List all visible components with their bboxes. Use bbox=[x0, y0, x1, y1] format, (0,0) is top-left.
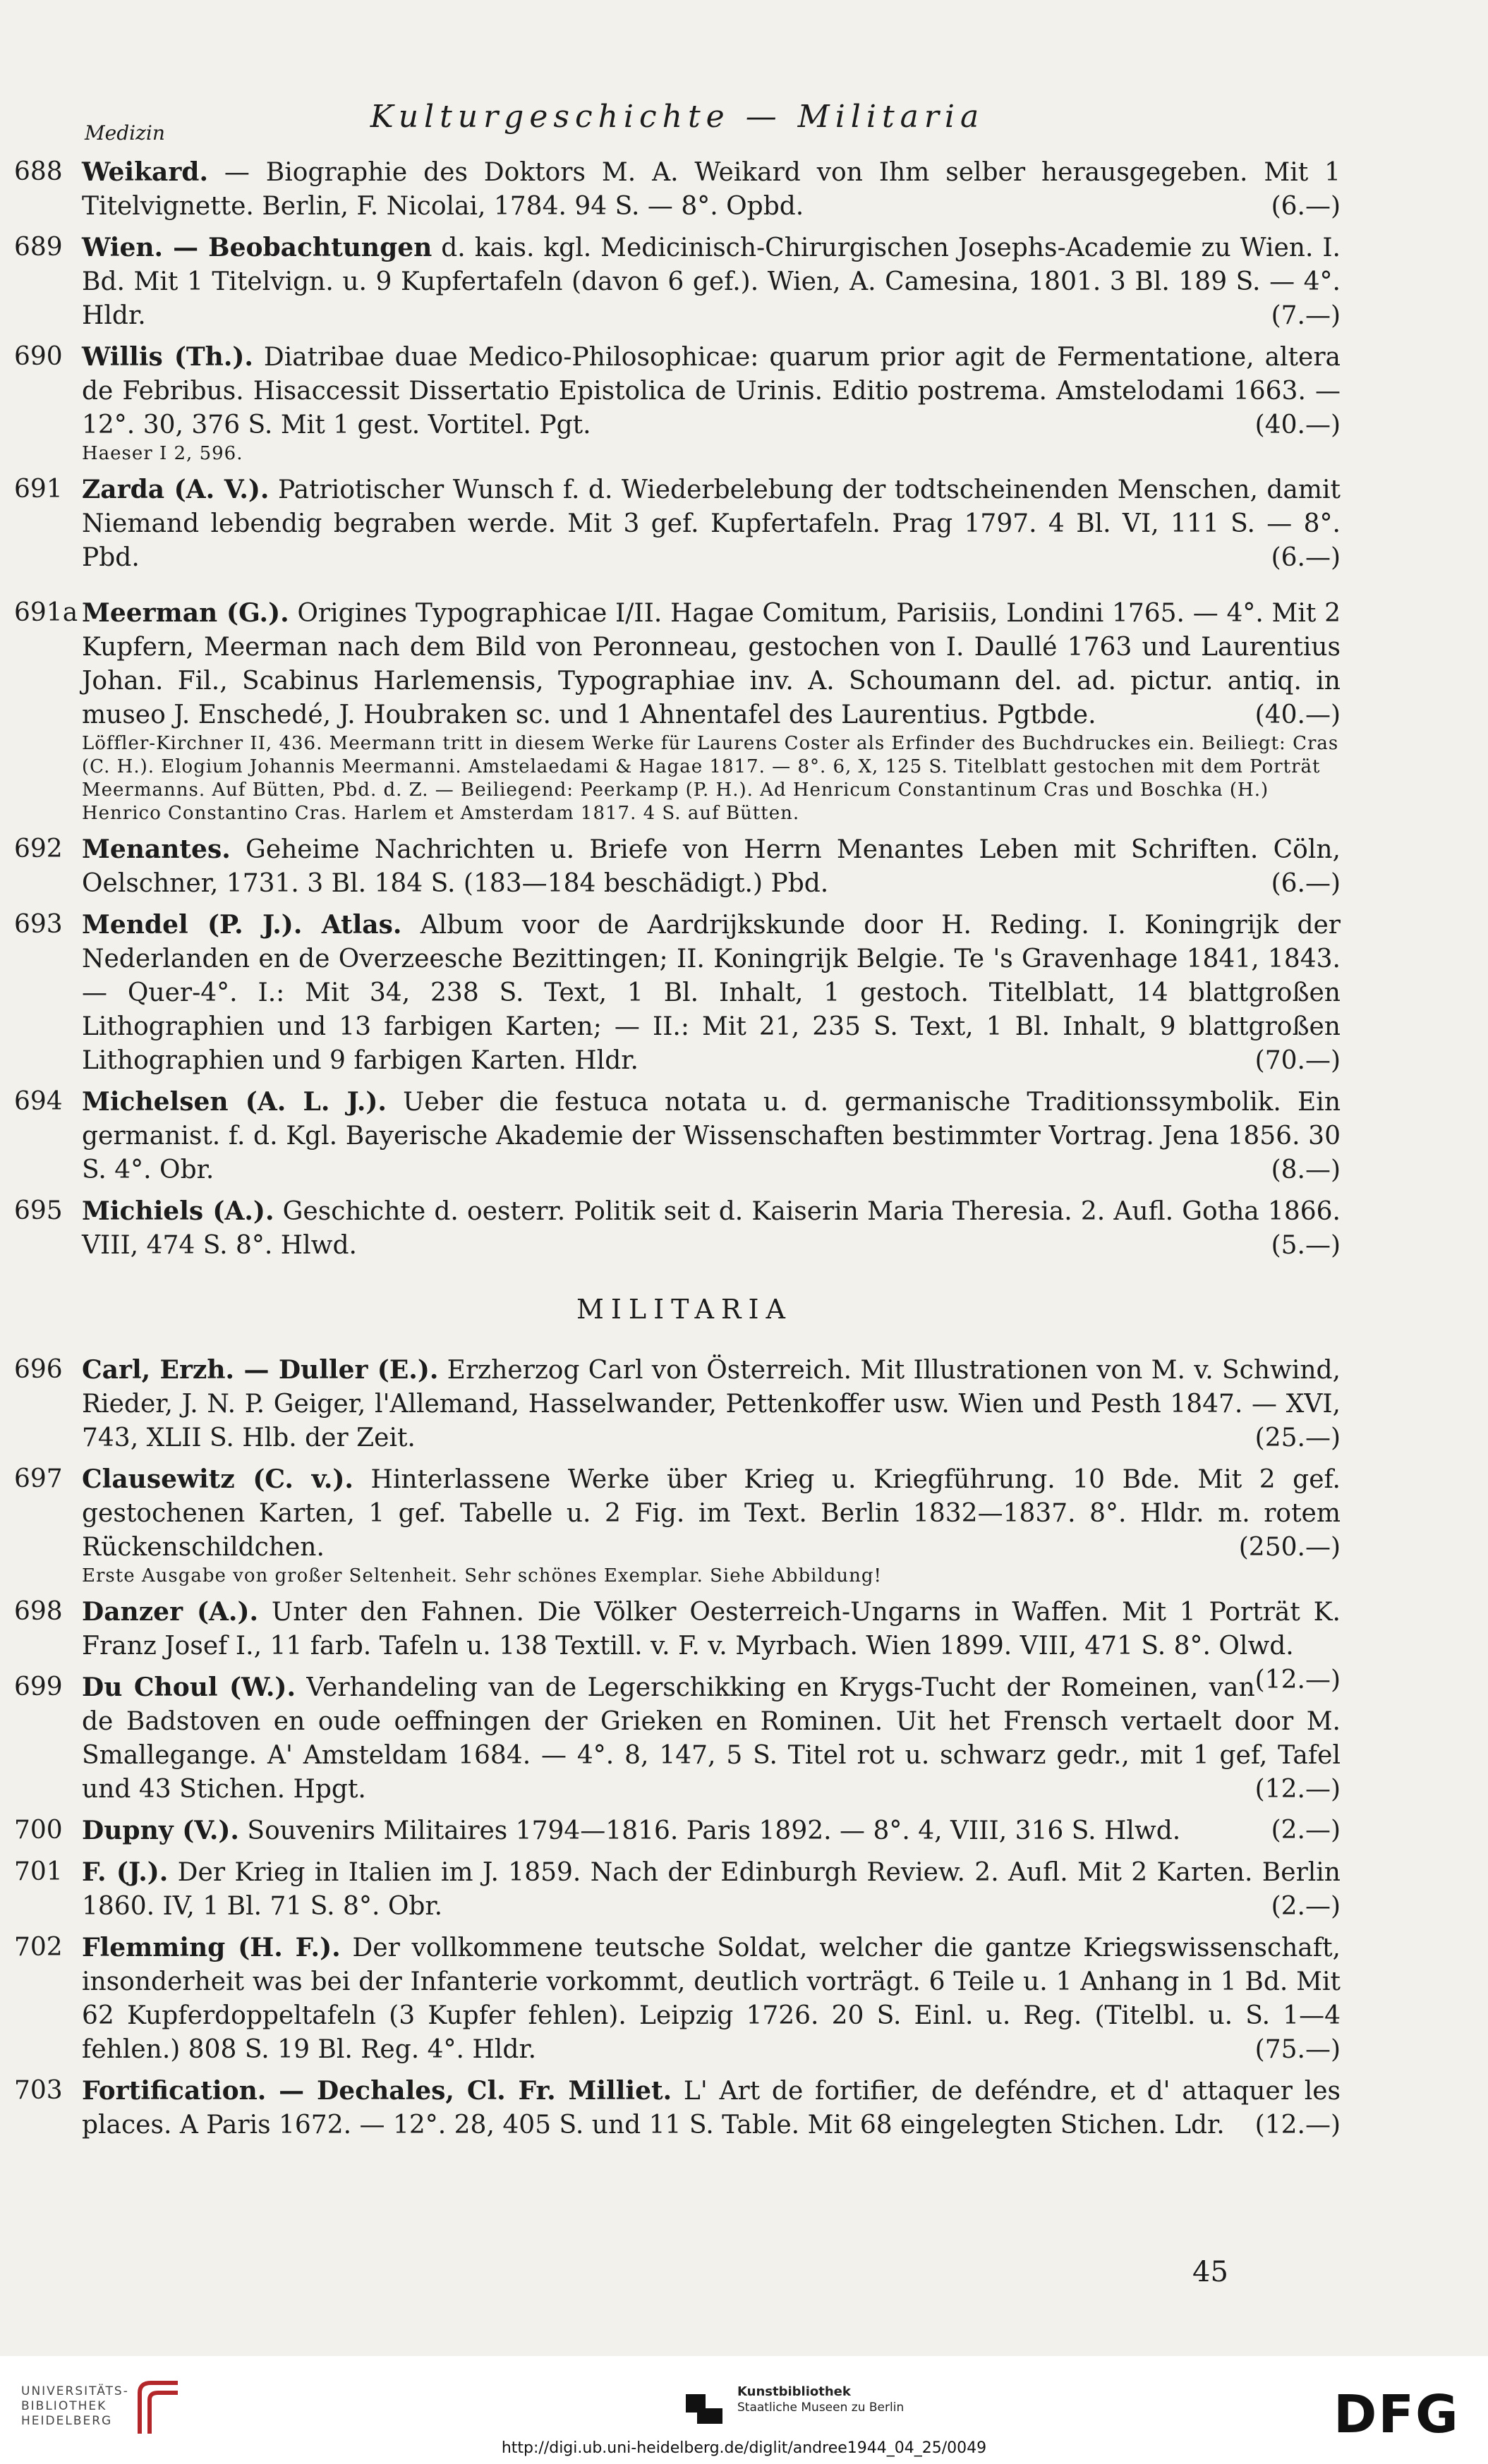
entry-price: (5.—) bbox=[1271, 1231, 1341, 1260]
spacer bbox=[14, 582, 1341, 596]
entry-text bbox=[82, 340, 1341, 442]
catalog-entry bbox=[14, 155, 1341, 224]
entry-author: Fortification. — Dechales, Cl. Fr. Milliet. bbox=[82, 2076, 672, 2106]
entry-description: Diatribae duae Medico-Philosophicae: quarum prior agit de Fermentatione, altera de Febribus. Hisaccessit Dissertatio Epistolica de Urinis. Editio postrema. Amstelodami 1663. — 12°. 30, 376 S. Mit 1 gest. Vortitel. Pgt. bbox=[82, 343, 1341, 439]
entry-text bbox=[82, 473, 1341, 575]
catalog-entry bbox=[14, 1353, 1341, 1455]
entry-description: Der vollkommene teutsche Soldat, welcher die gantze Kriegswissenschaft, insonderheit was bei der Infanterie vorkommt, deutlich vorträgt. 6 Teile u. 1 Anhang in 1 Bd. Mit 62 Kupferdoppeltafeln (3 Kupfer fehlen). Leipzig 1726. 20 S. Einl. u. Reg. (Titelbl. u. S. 1—4 fehlen.) 808 S. 19 Bl. Reg. 4°. Hldr. bbox=[82, 1934, 1341, 2064]
catalog-entry bbox=[14, 832, 1341, 901]
permalink-url[interactable]: http://digi.ub.uni-heidelberg.de/diglit/andree1944_04_25/0049 bbox=[501, 2439, 987, 2457]
entry-price: (8.—) bbox=[1271, 1155, 1341, 1184]
ub-heidelberg-logo bbox=[21, 2384, 129, 2429]
entry-author: Wien. — Beobachtungen bbox=[82, 233, 433, 262]
ub-line-1: UNIVERSITÄTS- bbox=[21, 2384, 129, 2398]
entry-text bbox=[82, 1462, 1341, 1565]
entry-number: 694 bbox=[14, 1087, 63, 1116]
entry-author: Du Choul (W.). bbox=[82, 1673, 296, 1702]
entry-price: (250.—) bbox=[1238, 1533, 1341, 1562]
catalog-entry bbox=[14, 473, 1341, 575]
entry-number: 702 bbox=[14, 1933, 63, 1962]
entry-text bbox=[82, 1814, 1341, 1848]
entry-price: (75.—) bbox=[1254, 2035, 1341, 2064]
entry-price: (6.—) bbox=[1271, 192, 1341, 221]
entry-author: Willis (Th.). bbox=[82, 342, 253, 372]
entry-description: L' Art de fortifier, de deféndre, et d' attaquer les places. A Paris 1672. — 12°. 28, 405 S. und 11 S. Table. Mit 68 eingelegten Stichen. Ldr. bbox=[82, 2077, 1341, 2140]
entry-number: 692 bbox=[14, 835, 63, 863]
entry-price: (25.—) bbox=[1254, 1424, 1341, 1452]
entry-number: 697 bbox=[14, 1464, 63, 1493]
entry-price: (7.—) bbox=[1271, 301, 1341, 330]
entry-text bbox=[82, 832, 1341, 901]
entry-price: (40.—) bbox=[1254, 700, 1341, 729]
ub-line-3: HEIDELBERG bbox=[21, 2414, 113, 2428]
catalog-entry bbox=[14, 1814, 1341, 1848]
entry-number: 700 bbox=[14, 1816, 63, 1845]
entry-description: Geheime Nachrichten u. Briefe von Herrn Menantes Leben mit Schriften. Cöln, Oelschner, 1731. 3 Bl. 184 S. (183—184 beschädigt.) Pbd. bbox=[82, 835, 1341, 898]
entry-text bbox=[82, 1353, 1341, 1455]
entry-number: 695 bbox=[14, 1196, 63, 1225]
entry-author: Zarda (A. V.). bbox=[82, 475, 270, 504]
entry-number: 701 bbox=[14, 1857, 63, 1886]
section-heading-militaria: MILITARIA bbox=[576, 1294, 792, 1325]
entry-description: Unter den Fahnen. Die Völker Oesterreich-Ungarns in Waffen. Mit 1 Porträt K. Franz Josef I., 11 farb. Tafeln u. 138 Textill. v. F. v. Myrbach. Wien 1899. VIII, 471 S. 8°. Olwd. bbox=[82, 1598, 1341, 1661]
entry-author: Michelsen (A. L. J.). bbox=[82, 1087, 387, 1117]
entry-number: 691a bbox=[14, 598, 78, 627]
catalog-entry bbox=[14, 1931, 1341, 2067]
entry-description: Album voor de Aardrijkskunde door H. Reding. I. Koningrijk der Nederlanden en de Overzeesche Bezittingen; II. Koningrijk Belgie. Te 's Gravenhage 1841, 1843. — Quer-4°. I.: Mit 34, 238 S. Text, 1 Bl. Inhalt, 1 gestoch. Titelblatt, 14 blattgroßen Lithographien und 13 farbigen Karten; — II.: Mit 21, 235 S. Text, 1 Bl. Inhalt, 9 blattgroßen Lithographien und 9 farbigen Karten. Hldr. bbox=[82, 911, 1341, 1075]
running-head-title: Kulturgeschichte — Militaria bbox=[370, 99, 985, 135]
entry-description: Geschichte d. oesterr. Politik seit d. Kaiserin Maria Theresia. 2. Aufl. Gotha 1866. VIII, 474 S. 8°. Hlwd. bbox=[82, 1197, 1341, 1260]
entry-price: (12.—) bbox=[1254, 1775, 1341, 1804]
catalog-entry bbox=[14, 1462, 1341, 1588]
entry-number: 689 bbox=[14, 233, 63, 262]
entry-price: (6.—) bbox=[1271, 543, 1341, 572]
entry-description: Souvenirs Militaires 1794—1816. Paris 1892. — 8°. 4, VIII, 316 S. Hlwd. bbox=[238, 1816, 1181, 1845]
entry-description: Patriotischer Wunsch f. d. Wiederbelebung der todtscheinenden Menschen, damit Niemand lebendig begraben werde. Mit 3 gef. Kupfertafeln. Prag 1797. 4 Bl. VI, 111 S. — 8°. Pbd. bbox=[82, 475, 1341, 572]
kb-subtitle: Staatliche Museen zu Berlin bbox=[737, 2401, 905, 2415]
entry-number: 688 bbox=[14, 157, 63, 186]
entry-author: Carl, Erzh. — Duller (E.). bbox=[82, 1355, 439, 1385]
entry-number: 691 bbox=[14, 475, 63, 504]
entry-author: Dupny (V.). bbox=[82, 1816, 239, 1845]
entry-price: (6.—) bbox=[1271, 869, 1341, 898]
entry-note: Löffler-Kirchner II, 436. Meermann tritt in diesem Werke für Laurens Coster als Erfinder des Buchdruckes ein. Beiliegt: Cras (C. H.). Elogium Johannis Meermanni. Amstelaedami & Hagae 1817. — 8°. 6, X, 125 S. Titelblatt gestochen mit dem Porträt Meermanns. Auf Bütten, Pbd. d. Z. — Beiliegend: Peerkamp (P. H.). Ad Henricum Constantinum Cras und Boschka (H.) Henrico Constantino Cras. Harlem et Amsterdam 1817. 4 S. auf Bütten. bbox=[82, 733, 1339, 824]
entry-author: Menantes. bbox=[82, 835, 231, 864]
catalog-entry bbox=[14, 1670, 1341, 1807]
entry-number: 703 bbox=[14, 2076, 63, 2105]
kunstbibliothek-label bbox=[737, 2384, 904, 2415]
entry-price: (2.—) bbox=[1271, 1816, 1341, 1845]
entry-description: — Biographie des Doktors M. A. Weikard von Ihm selber herausgegeben. Mit 1 Titelvignette. Berlin, F. Nicolai, 1784. 94 S. — 8°. Opbd. bbox=[82, 158, 1341, 221]
page-number: 45 bbox=[1192, 2256, 1228, 2288]
entry-note: Erste Ausgabe von großer Seltenheit. Sehr schönes Exemplar. Siehe Abbildung! bbox=[82, 1565, 882, 1586]
catalog-entry bbox=[14, 1855, 1341, 1924]
entry-number: 698 bbox=[14, 1597, 63, 1626]
entry-author: Danzer (A.). bbox=[82, 1597, 259, 1627]
entry-price: (12.—) bbox=[1254, 2111, 1341, 2140]
entry-price: (2.—) bbox=[1271, 1892, 1341, 1921]
running-head-left: Medizin bbox=[85, 121, 165, 145]
entry-list-medizin bbox=[14, 155, 1341, 2149]
entry-text bbox=[82, 1855, 1341, 1924]
entry-text bbox=[82, 2074, 1341, 2142]
catalog-entry bbox=[14, 1194, 1341, 1263]
entry-number: 693 bbox=[14, 910, 63, 939]
footer-bar bbox=[0, 2356, 1488, 2464]
entry-text bbox=[82, 155, 1341, 224]
entry-number: 690 bbox=[14, 342, 63, 371]
entry-note: Haeser I 2, 596. bbox=[82, 443, 243, 464]
catalog-entry bbox=[14, 908, 1341, 1078]
entry-description: Der Krieg in Italien im J. 1859. Nach der Edinburgh Review. 2. Aufl. Mit 2 Karten. Berlin 1860. IV, 1 Bl. 71 S. 8°. Obr. bbox=[82, 1858, 1341, 1921]
entry-price: (12.—) bbox=[1254, 1665, 1341, 1694]
entry-author: Mendel (P. J.). Atlas. bbox=[82, 910, 402, 940]
entry-text bbox=[82, 1085, 1341, 1187]
catalog-entry bbox=[14, 2074, 1341, 2142]
entry-description: Erzherzog Carl von Österreich. Mit Illustrationen von M. v. Schwind, Rieder, J. N. P. Geiger, l'Allemand, Hasselwander, Pettenkoffer usw. Wien und Pesth 1847. — XVI, 743, XLII S. Hlb. der Zeit. bbox=[82, 1356, 1341, 1452]
entry-number: 699 bbox=[14, 1673, 63, 1701]
entry-number: 696 bbox=[14, 1355, 63, 1384]
entry-author: Weikard. bbox=[82, 157, 209, 187]
entry-text bbox=[82, 1931, 1341, 2067]
catalog-entry bbox=[14, 1085, 1341, 1187]
entry-price: (70.—) bbox=[1254, 1046, 1341, 1075]
dfg-logo: DFG bbox=[1333, 2384, 1460, 2445]
catalog-entry bbox=[14, 231, 1341, 333]
kb-title: Kunstbibliothek bbox=[737, 2384, 851, 2399]
entry-author: Clausewitz (C. v.). bbox=[82, 1464, 353, 1494]
entry-author: Flemming (H. F.). bbox=[82, 1933, 341, 1962]
entry-author: Meerman (G.). bbox=[82, 598, 289, 628]
entry-description: d. kais. kgl. Medicinisch-Chirurgischen Josephs-Academie zu Wien. I. Bd. Mit 1 Titelvign. u. 9 Kupfertafeln (davon 6 gef.). Wien, A. Camesina, 1801. 3 Bl. 189 S. — 4°. Hldr. bbox=[82, 233, 1341, 330]
ub-line-2: BIBLIOTHEK bbox=[21, 2399, 107, 2413]
entry-description: Hinterlassene Werke über Krieg u. Kriegführung. 10 Bde. Mit 2 gef. gestochenen Karten, 1 gef. Tabelle u. 2 Fig. im Text. Berlin 1832—1837. 8°. Hldr. m. rotem Rückenschildchen. bbox=[82, 1465, 1341, 1562]
kunstbibliothek-logo-icon bbox=[683, 2384, 725, 2427]
entry-author: F. (J.). bbox=[82, 1857, 169, 1887]
entry-text bbox=[82, 1194, 1341, 1263]
entry-description: Ueber die festuca notata u. d. germanische Traditionssymbolik. Ein germanist. f. d. Kgl. Bayerische Akademie der Wissenschaften bestimmter Vortrag. Jena 1856. 30 S. 4°. Obr. bbox=[82, 1088, 1341, 1184]
ub-emblem-icon bbox=[134, 2379, 183, 2439]
entry-text bbox=[82, 596, 1341, 732]
entry-description: Origines Typographicae I/II. Hagae Comitum, Parisiis, Londini 1765. — 4°. Mit 2 Kupfern, Meerman nach dem Bild von Peronneau, gestochen von I. Daullé 1763 und Laurentius Johan. Fil., Scabinus Harlemensis, Typographiae inv. A. Schoumann del. ad. pictur. antiq. in museo J. Enschedé, J. Houbraken sc. und 1 Ahnentafel des Laurentius. Pgtbde. bbox=[82, 599, 1341, 729]
entry-text bbox=[82, 231, 1341, 333]
catalog-entry bbox=[14, 340, 1341, 466]
entry-description: Verhandeling van de Legerschikking en Krygs-Tucht der Romeinen, van de Badstoven en oude oeffningen der Grieken en Rominen. Uit het Frensch vertaelt door M. Smallegange. A' Amsteldam 1684. — 4°. 8, 147, 5 S. Titel rot u. schwarz gedr., mit 1 gef, Tafel und 43 Stichen. Hpgt. bbox=[82, 1673, 1341, 1804]
entry-price: (40.—) bbox=[1254, 411, 1341, 439]
entry-text bbox=[82, 1670, 1341, 1807]
catalog-entry bbox=[14, 596, 1341, 825]
entry-text bbox=[82, 908, 1341, 1078]
entry-author: Michiels (A.). bbox=[82, 1196, 274, 1226]
